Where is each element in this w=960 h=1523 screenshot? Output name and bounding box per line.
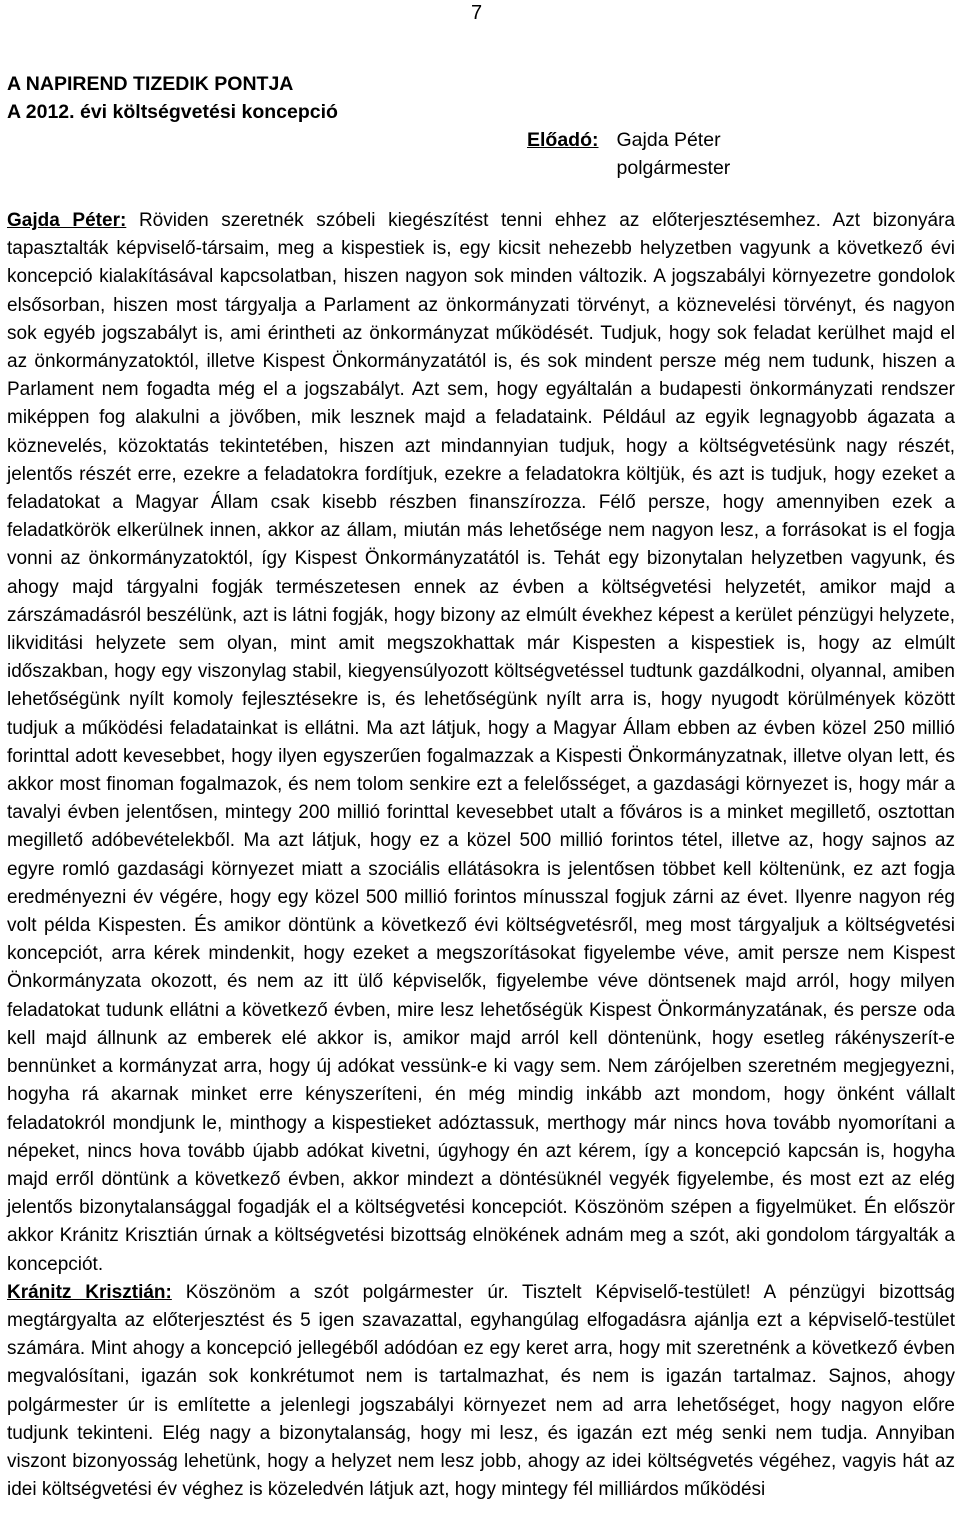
presenter-block [527, 126, 730, 182]
speech-paragraph [7, 207, 955, 1279]
presenter-name: Gajda Péter [616, 129, 721, 151]
speech-text: Röviden szeretnék szóbeli kiegészítést tenni ehhez az előterjesztésemhez. Azt bizonyára tapasztalták képviselő-társaim, meg a kispestiek is, egy kicsit nehezebb helyzetben vagyunk a következő évi koncepció kialakításával kapcsolatban, hiszen nagyon sok minden változik. A jogszabályi környezetre gondolok elsősorban, hiszen most tárgyalja a Parlament az önkormányzati törvényt, a köznevelési törvényt, és nagyon sok egyéb jogszabályt is, ami érintheti az önkormányzat működését. Tudjuk, hogy sok feladat kerülhet majd el az önkormányzatoktól, illetve Kispest Önkormányzatától is, és sok mindent persze még nem tudunk, hiszen a Parlament nem fogadta még el a jogszabályt. Azt sem, hogy egyáltalán a budapesti önkormányzati rendszer miképpen fog alakulni a jövőben, mik lesznek majd a feladataink. Például az egyik legnagyobb ágazata a köznevelés, közoktatás tekintetében, hiszen azt mindannyian tudjuk, hogy a költségvetésünk nagy részét, jelentős részét erre, ezekre a feladatokra fordítjuk, ezekre a feladatokra költjük, és azt is tudjuk, hogy ezeket a feladatokat a Magyar Állam csak kisebb részben finanszírozza. Félő persze, hogy amennyiben ezek a feladatkörök elkerülnek innen, akkor az állam, miután más lehetősége nem nagyon lesz, a forrásokat is el fogja vonni az önkormányzatoktól, így Kispest Önkormányzatától is. Tehát egy bizonytalan helyzetben vagyunk, és ahogy majd tárgyalni fogják természetesen ennek az évben a költségvetési helyzetét, amikor majd a zárszámadásról beszélünk, azt is látni fogják, hogy bizony az elmúlt évekhez képest a kerület pénzügyi helyzete, likviditási helyzete sem olyan, mint amit megszokhattak már Kispesten a kispestiek is, hogy az elmúlt időszakban, hogy egy viszonylag stabil, kiegyensúlyozott költségvetéssel tudtunk gazdálkodni, olyannal, amiben lehetőségünk nyílt komoly fejlesztésekre is, és lehetőségünk nyílt arra is, hogy nyugodt körülmények között tudjuk a működési feladatainkat is ellátni. Ma azt látjuk, hogy a Magyar Állam ebben az évben közel 250 millió forinttal adott kevesebbet, hogy ilyen egyszerűen fogalmazzak a Kispesti Önkormányzatnak, illetve olyan lett, és akkor most finoman fogalmazok, és nem tolom senkire ezt a felelősséget, a gazdasági környezet is, hogy már a tavalyi évben jelentősen, mintegy 200 millió forinttal kevesebbet utalt a főváros is a minket megillető, osztottan megillető adóbevételekből. Ma azt látjuk, hogy ez a közel 500 millió forintos tétel, illetve az, hogy sajnos az egyre romló gazdasági környezet miatt a szociális ellátásokra is jelentősen többet kell költenünk, ez azt fogja eredményezni év végére, hogy egy közel 500 millió forintos mínusszal fogjuk zárni az évet. Ilyenre nagyon rég volt példa Kispesten. És amikor döntünk a következő évi költségvetésről, meg most tárgyaljuk a költségvetési koncepciót, arra kérek mindenkit, hogy ezeket a megszorításokat figyelembe véve, amit persze nem Kispest Önkormányzata okozott, és nem az itt ülő képviselők, figyelembe véve döntsenek majd arról, hogy milyen feladatokat tudunk ellátni a következő évben, mire lesz lehetőségük Kispest Önkormányzatának, és persze oda kell majd állnunk az emberek elé akkor is, amikor majd arról kell döntenünk, hogy esetleg rákényszerít-e bennünket a kormányzat arra, hogy új adókat vessünk-e ki vagy sem. Nem zárójelben szeretném megjegyezni, hogyha rá akarnak minket erre kényszeríteni, én még mindig inkább azt mondom, hogy önként vállalt feladatokról mondjunk le, minthogy a kispestieket adóztassuk, merthogy már nincs hova tovább nyomorítani a népeket, nincs hova tovább újabb adókat kivetni, úgyhogy én azt kérem, így a koncepció kapcsán is, hogyha majd erről döntünk a következő évben, akkor mindezt a döntésüknél vegyék figyelembe, és most ezt az elég jelentős bizonytalansággal fogadják el a költségvetési koncepciót. Köszönöm szépen a figyelmüket. Én először akkor Kránitz Krisztián úrnak a költségvetési bizottság elnökének adnám meg a szót, aki gondolom tárgyalták a koncepciót. [7, 210, 955, 1275]
speaker-name: Gajda Péter: [7, 210, 127, 231]
agenda-item: A NAPIREND TIZEDIK PONTJA [7, 73, 294, 95]
agenda-heading [7, 70, 338, 126]
presenter-label: Előadó: [527, 129, 599, 151]
agenda-title: A 2012. évi költségvetési koncepció [7, 101, 338, 123]
speaker-name: Kránitz Krisztián: [7, 1281, 172, 1303]
speech-text: Köszönöm a szót polgármester úr. Tisztelt Képviselő-testület! A pénzügyi bizottság megtárgyalta az előterjesztést és 5 igen szavazattal, egyhangúlag elfogadásra ajánlja ezt a képviselő-testület számára. Mint ahogy a koncepció jellegéből adódóan ez egy keret arra, hogy mit szeretnénk a következő évben megvalósítani, igazán sok konkrétumot nem is tartalmazhat, és nem is igazán tartalmaz. Sajnos, ahogy polgármester úr is említette a jelenlegi jogszabályi környezet nem ad arra lehetőséget, hogy nagyon előre tudjunk tekinteni. Elég nagy a bizonytalanság, hogy mi lesz, és igazán ezt még senki nem tudja. Annyiban viszont bizonyosság lehetünk, hogy a helyzet nem lesz jobb, ahogy az idei költségvetés végéhez, vagyis hát az idei költségvetési év véghez is közeledvén látjuk azt, hogy mintegy fél milliárdos működési [7, 1281, 955, 1501]
page-number: 7 [471, 2, 483, 24]
speech-paragraph [7, 1279, 955, 1505]
presenter-role: polgármester [616, 157, 731, 179]
minutes-body [7, 207, 955, 1504]
